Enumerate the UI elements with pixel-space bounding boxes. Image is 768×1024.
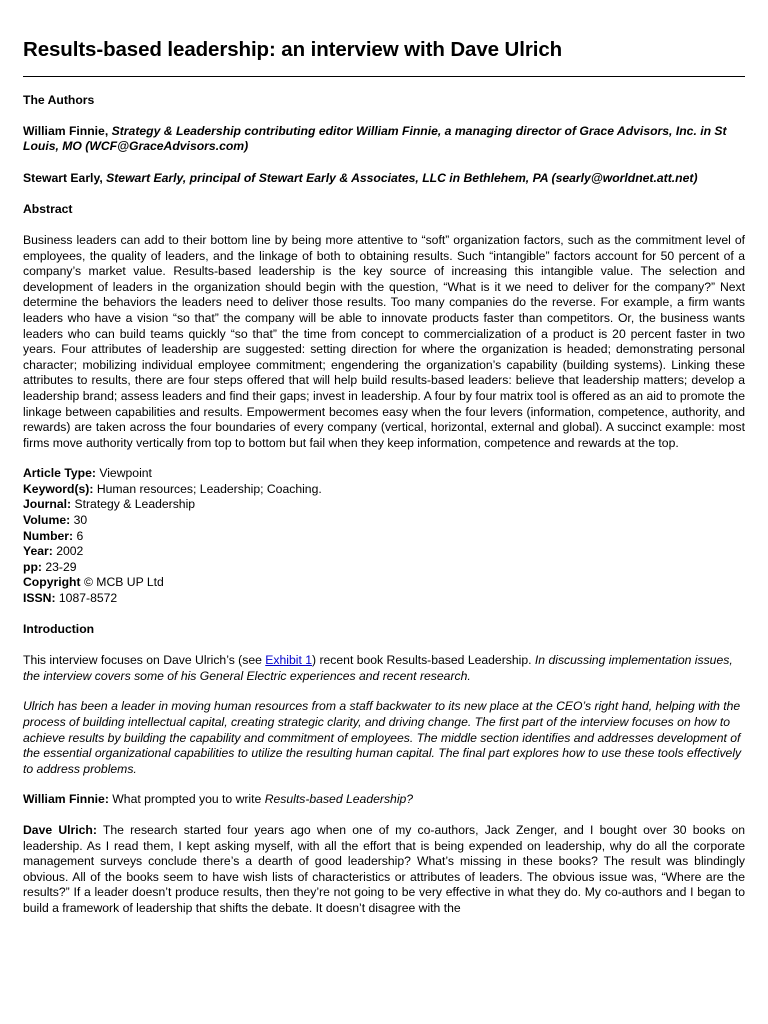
intro-italic-text: In discussing implementation issues, the interview covers some of his General Electric experiences and recent research. — [23, 653, 733, 683]
meta-article-type — [23, 466, 745, 482]
author-description: Stewart Early, principal of Stewart Early & Associates, LLC in Bethlehem, PA (searly@worldnet.att.net) — [106, 170, 698, 185]
interview-answer — [23, 823, 745, 917]
meta-issn — [23, 591, 745, 607]
title-divider — [23, 76, 745, 77]
intro-paragraph-2: Ulrich has been a leader in moving human resources from a staff backwater to its new place at the CEO’s right hand, helping with the process of building intellectual capital, creating strategic clarity, and driving change. The first part of the interview focuses on how to achieve results by building the capability and commitment of employees. The middle section identifies and addresses development of the essential organizational capabilities to utilize the resulting human capital. The final part explores how to use these tools effectively to address problems. — [23, 699, 742, 776]
intro-text: This interview focuses on Dave Ulrich’s (see — [23, 653, 266, 668]
abstract-heading: Abstract — [23, 202, 73, 217]
interview-question — [23, 792, 745, 808]
abstract-text: Business leaders can add to their bottom line by being more attentive to “soft” organization factors, such as the commitment level of employees, the quality of leaders, and the linkage of both to obtaining results. Such “intangible” factors account for 50 percent of a company’s market value. Results-based leadership is the key source of increasing this intangible value. The selection and development of leaders in the organization should begin with the question, “What is it we need to deliver for the company?” Next determine the behaviors the leaders need to deliver those results. Too many companies do the reverse. For example, a firm wants leaders who have a vision “so that” the company will be able to innovate products faster than competitors. Or, the business wants leaders who can build teams quickly “so that” the time from concept to commercialization of a product is 20 percent faster in two years. Four attributes of leadership are suggested: setting direction for where the organization is headed; demonstrating personal character; mobilizing individual employee commitment; engendering the organization’s capability (building systems). Linking these attributes to results, there are four steps offered that will help build results-based leaders: believe that leadership matters; develop a leadership brand; assess leaders and find their gaps; invest in leadership. A four by four matrix tool is offered as an aid to promote the linkage between capabilities and results. Empowerment becomes easy when the four levers (information, competence, authority, and rewards) are taken across the four boundaries of every company (vertical, horizontal, external and global). A succinct example: most firms move authority vertically from top to bottom but fail when they keep information, competence and rewards at the top. — [23, 232, 745, 450]
meta-pages — [23, 560, 745, 576]
page-title: Results-based leadership: an interview with Dave Ulrich — [23, 38, 563, 61]
intro-paragraph — [23, 653, 745, 684]
question-text: What prompted you to write — [112, 792, 265, 807]
answer-text: The research started four years ago when one of my co-authors, Jack Zenger, and I bought over 30 books on leadership. As I read them, I kept asking myself, with all the effort that is being expended on leadership, why do all the corporate management surveys conclude there’s a dearth of good leadership? What’s missing in these books? The result was blindingly obvious. All of the books seem to have wish lists of characteristics or attributes of leaders. The obvious issue was, “Where are the results?” If a leader doesn’t produce results, then they’re not going to be very effective in what they do. My co-authors and I began to build a framework of leadership that shifts the debate. It doesn’t disagree with the — [23, 822, 745, 915]
meta-label: Volume: — [23, 513, 71, 528]
meta-year — [23, 544, 745, 560]
meta-label: Year: — [23, 544, 53, 559]
meta-value: 23-29 — [45, 559, 77, 574]
speaker-name: Dave Ulrich: — [23, 822, 97, 837]
speaker-name: William Finnie: — [23, 792, 109, 807]
meta-value: 6 — [76, 528, 84, 543]
meta-value: Human resources; Leadership; Coaching. — [96, 481, 322, 496]
meta-journal — [23, 497, 745, 513]
intro-text: ) recent book Results-based Leadership. — [312, 653, 535, 668]
meta-value: 1087-8572 — [58, 591, 118, 606]
meta-label: Keyword(s): — [23, 481, 94, 496]
meta-keywords — [23, 482, 745, 498]
meta-label: Number: — [23, 528, 74, 543]
meta-volume — [23, 513, 745, 529]
author-entry — [23, 171, 745, 187]
introduction-heading: Introduction — [23, 621, 95, 636]
meta-label: Copyright — [23, 575, 81, 590]
meta-label: pp: — [23, 559, 42, 574]
author-entry — [23, 124, 745, 155]
author-description: Strategy & Leadership contributing editor William Finnie, a managing director of Grace Advisors, Inc. in St Louis, MO (WCF@GraceAdvisors.com) — [23, 123, 727, 154]
author-name: Stewart Early, — [23, 170, 103, 185]
meta-number — [23, 529, 745, 545]
authors-heading: The Authors — [23, 93, 95, 107]
article-metadata — [23, 466, 745, 606]
meta-value: Strategy & Leadership — [74, 497, 196, 512]
meta-label: ISSN: — [23, 591, 56, 606]
question-italic: Results-based Leadership? — [264, 792, 414, 807]
meta-value: © MCB UP Ltd — [83, 575, 164, 590]
meta-value: Viewpoint — [99, 466, 152, 481]
meta-label: Article Type: — [23, 466, 96, 481]
meta-value: 30 — [73, 513, 88, 528]
meta-value: 2002 — [56, 544, 84, 559]
meta-label: Journal: — [23, 497, 72, 512]
meta-copyright — [23, 575, 745, 591]
exhibit-1-link[interactable]: Exhibit 1 — [265, 653, 313, 668]
author-name: William Finnie, — [23, 123, 109, 138]
